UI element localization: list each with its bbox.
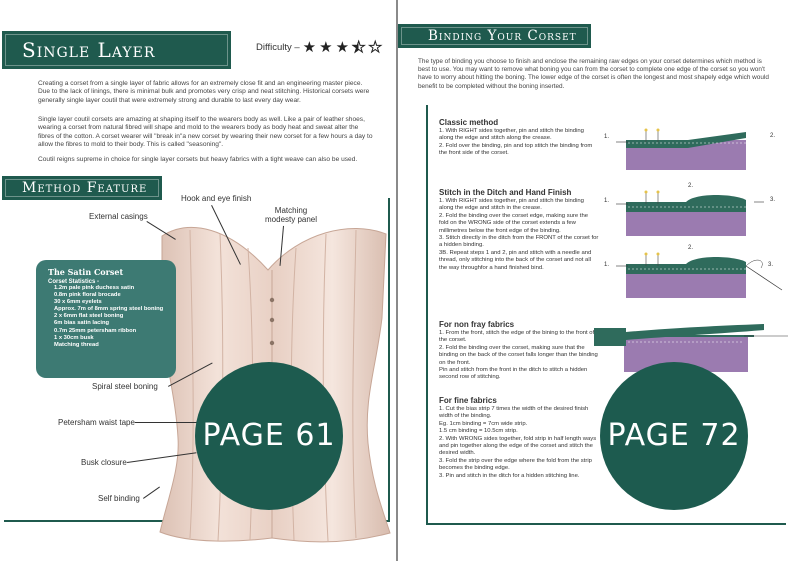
- list-item: 0.7m 25mm petersham ribbon: [54, 327, 137, 334]
- intro-paragraph: The type of binding you choose to finish and enclose the remaining raw edges on your corset determines which method is best to use. You may want to remove what boning you can from the corset to complete one edge of the corset so you won't have to worry about hitting the boning. The lower edge of the corset is often the longest and most shapely edge which would benefit to be completed without the boning inserted.: [418, 58, 769, 90]
- callout-spiral-boning: Spiral steel boning: [92, 382, 158, 391]
- method-text: 1. Cut the bias strip 7 times the width of the desired finish width of the binding. Eg. 1cm binding = 7cm wide strip. 1.5 cm binding = 10.5cm strip. 2. With WRONG sides together, fold strip in half length ways and pin together along the edge of the corset and stitch the desired width. 3. Fold the strip over the edge where the fold from the strip becomes the binding edge. 3. Pin and stitch in the ditch for a hidden stitching line.: [439, 406, 597, 479]
- callout-petersham: Petersham waist tape: [58, 418, 135, 427]
- list-item: 0.8m pink floral brocade: [54, 292, 121, 299]
- method-heading: Stitch in the Ditch and Hand Finish: [439, 188, 572, 197]
- intro-paragraph: Single layer coutil corsets are amazing at shaping itself to the wearers body as well. Like a pair of leather shoes, wearing a corset from natural fibred will shape and mold to the wearers body as body heat and sweat alter the fibres of the cotton. A corset wearer will "break in"a new corset by wearing their new corset for a few hours a day to allow the fibres to mold to their body. This is called "seasoning".: [38, 116, 373, 149]
- star-filled-icon: ★: [319, 39, 333, 56]
- method-text: 1. With RIGHT sides together, pin and stitch the binding along the edge and stitch in the crease. 2. Fold the binding over the corset edge, making sure the fold on the WRONG side of the corset extends a few millimetres below the front edge of the binding. 3. Stitch directly in the ditch from the FRONT of the corset for a hidden binding. 3B. Repeat steps 1 and 2, pin and stitch with a needle and thread, only stitching into the back of the corset and not all the way throughfor a hand finished bind.: [439, 198, 599, 271]
- diagram-step-number: 1.: [604, 262, 610, 268]
- callout-self-binding: Self binding: [98, 494, 140, 503]
- method-heading: Classic method: [439, 118, 499, 127]
- method-heading: For fine fabrics: [439, 396, 497, 405]
- diagram-step-number: 3.: [768, 262, 774, 268]
- page-number-badge: PAGE 61: [195, 362, 343, 510]
- intro-paragraph: Creating a corset from a single layer of fabric allows for an extremely close fit and an engineering master piece. Due to the lack of linings, there is minimal bulk and promotes very crisp and neat stitching. Historical corsets were generally single layer coutil that were extremely strong and durable to last every day wear.: [38, 80, 370, 104]
- callout-external-casings: External casings: [89, 212, 148, 221]
- method-heading: Method Feature: [2, 176, 162, 200]
- binding-diagram-classic: [616, 128, 766, 172]
- satin-box-subtitle: Corset Statistics -: [48, 279, 100, 285]
- intro-paragraph: Coutil reigns supreme in choice for single layer corsets but heavy fabrics with a tight weave can also be used.: [38, 156, 358, 163]
- list-item: Matching thread: [54, 341, 99, 348]
- method-text: 1. From the front, stitch the edge of the bining to the front of the corset. 2. Fold the binding over the corset, making sure that the binding on the back of the corset falls longer than the binding on the front. Pin and stitch from the front in the ditch to stitch a hidden second row of stitching.: [439, 330, 598, 381]
- page-title: Single Layer Corset: [2, 31, 231, 69]
- diagram-step-number: 3.: [770, 197, 776, 203]
- page-title: Binding Your Corset: [398, 24, 591, 48]
- callout-busk: Busk closure: [81, 458, 127, 467]
- star-filled-icon: ★: [302, 39, 317, 56]
- difficulty-label: Difficulty –: [256, 42, 300, 53]
- satin-corset-stats: [36, 260, 176, 378]
- list-item: 2 x 6mm flat steel boning: [54, 313, 124, 320]
- list-item: 30 x 6mm eyelets: [54, 299, 102, 306]
- star-filled-icon: ★: [335, 39, 350, 56]
- diagram-step-number: 2.: [688, 183, 694, 189]
- binding-method: [439, 188, 599, 272]
- list-item: Approx. 7m of 8mm spring steel boning: [54, 306, 164, 313]
- satin-box-title: The Satin Corset: [48, 267, 124, 277]
- diagram-step-number: 1.: [604, 134, 610, 140]
- materials-list: [54, 285, 168, 349]
- binding-diagram-ditch: [616, 190, 766, 238]
- list-item: 1.2m pale pink duchess satin: [54, 285, 135, 291]
- diagram-step-number: 2.: [688, 245, 694, 251]
- right-page: [398, 0, 794, 561]
- method-heading: For non fray fabrics: [439, 320, 515, 329]
- diagram-step-number: 2.: [770, 133, 776, 139]
- star-half-icon: ★: [352, 39, 366, 56]
- callout-modesty-panel: Matching modesty panel: [265, 206, 318, 224]
- binding-diagram-hand-finish: [616, 250, 784, 300]
- list-item: 1 x 30cm busk: [54, 334, 94, 341]
- list-item: 6m bias satin lacing: [54, 320, 110, 327]
- page-number-badge: PAGE 72: [600, 362, 748, 510]
- binding-method: [439, 118, 599, 158]
- star-empty-icon: ★: [368, 39, 382, 56]
- method-text: 1. With RIGHT sides together, pin and stitch the binding along the edge and stitch along the crease. 2. Fold over the binding, pin and top stitch the binding from the front side of the corset.: [439, 128, 593, 157]
- diagram-step-number: 1.: [604, 198, 610, 204]
- callout-hook-eye: Hook and eye finish: [181, 194, 252, 203]
- callout-leader: [135, 422, 199, 423]
- binding-method: [439, 320, 599, 382]
- binding-method: [439, 396, 599, 480]
- difficulty-rating: [256, 40, 382, 55]
